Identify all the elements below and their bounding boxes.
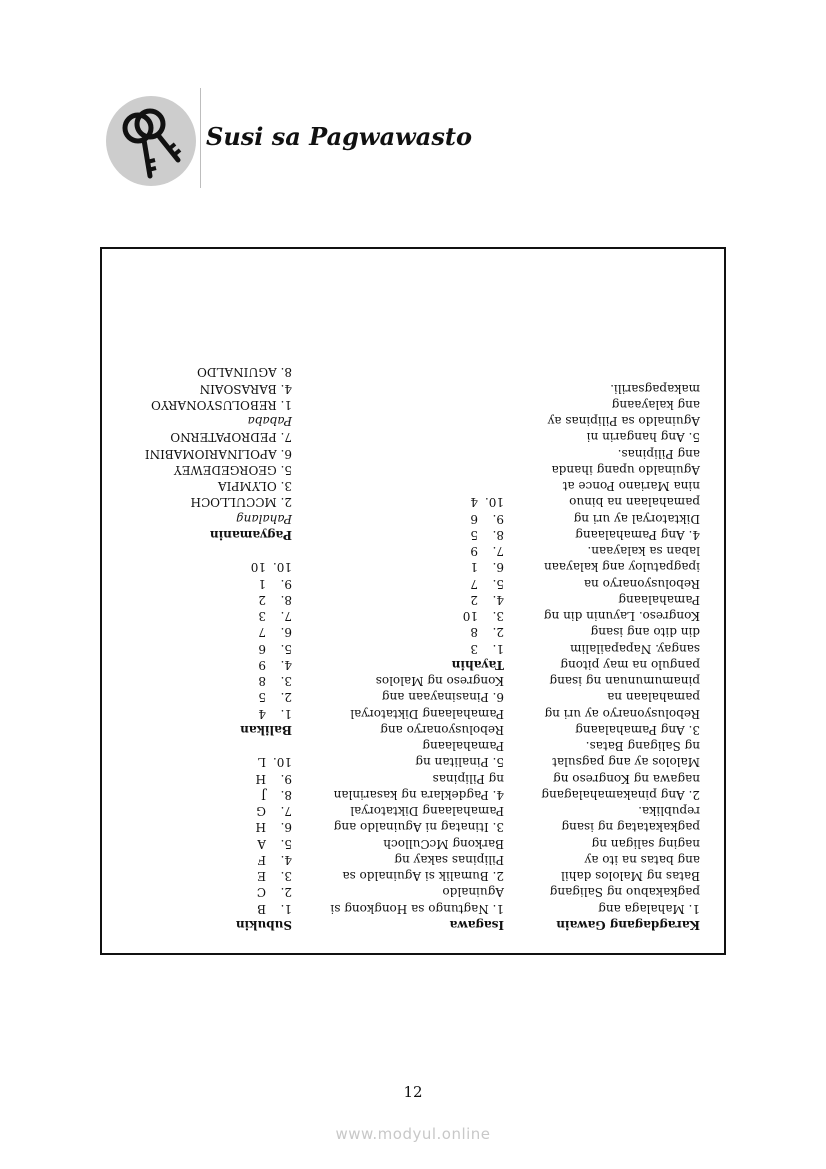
item-number: 8. [280, 593, 292, 607]
isagawa-line: Pamahalaang [422, 739, 504, 754]
karagdagang-gawain-line: Rebolusyonaryo ay uri ng [544, 706, 700, 721]
tayahin-item [330, 543, 504, 559]
tayahin-item [330, 608, 504, 624]
item-answer: 5 [258, 690, 266, 705]
item-number: 6. [280, 820, 292, 835]
karagdagang-gawain-line: pangulo na may pitong [560, 658, 700, 672]
karagdagang-gawain-line: Diktatoryal ay uri ng [573, 511, 700, 526]
tayahin-heading: Tayahin [451, 658, 504, 672]
item-number: 7. [492, 544, 504, 559]
subukin-item [145, 868, 292, 884]
item-number: 4. [280, 853, 292, 867]
isagawa-line: Rebolusyonaryo ang [380, 723, 504, 737]
isagawa-line: 2. Bumalik si Aguinaldo sa [342, 869, 504, 884]
karagdagang-gawain-line: Kongreso. Layunin din ng [543, 609, 700, 624]
pahalang-item: 6. APOLINARIOMABINI [144, 446, 292, 461]
isagawa-line: ng Pilipinas [432, 771, 504, 786]
karagdagang-gawain-line: pinamumunuan ng isang [549, 674, 700, 689]
pahalang-item: 5. GEORGEDEWEY [173, 463, 292, 477]
item-number: 2. [492, 625, 504, 640]
balikan-item [145, 657, 292, 673]
karagdagang-gawain-line: nina Mariano Ponce at [562, 479, 700, 494]
pahalang-heading: Pahalang [236, 511, 292, 526]
item-answer: 3 [470, 641, 478, 656]
item-answer: 4 [258, 706, 266, 721]
item-number: 10. [272, 560, 292, 575]
item-answer: E [257, 869, 266, 884]
item-answer: 8 [258, 674, 266, 689]
item-answer: 9 [470, 544, 478, 559]
pahalang-item: 2. MCCULLOCH [190, 495, 292, 510]
item-number: 10. [272, 755, 292, 770]
karagdagang-gawain-line: Aguinaldo upang ihanda [551, 463, 700, 477]
item-answer: 8 [470, 625, 478, 640]
item-answer: H [255, 771, 266, 786]
balikan-item [145, 641, 292, 657]
balikan-item [145, 576, 292, 592]
page-title: Susi sa Pagwawasto [206, 122, 472, 151]
item-number: 7. [280, 804, 292, 819]
isagawa-line: Pamahalaang Diktatoryal [350, 804, 504, 819]
balikan-item [145, 592, 292, 608]
subukin-item [145, 884, 292, 900]
isagawa-line: 3. Itinatag ni Aguinaldo ang [333, 820, 504, 835]
karagdagang-gawain-line: ang Pilipinas. [617, 446, 700, 461]
item-answer: 2 [258, 593, 266, 607]
item-number: 5. [280, 641, 292, 656]
karagdagang-gawain-line: nagawa ng Kongreso ng [553, 771, 700, 786]
pababa-item: 4. BARASOAIN [199, 381, 292, 396]
isagawa-line: Pilipinas sakay ng [394, 853, 504, 867]
karagdagang-gawain-line: sangay. Napapailalim [570, 641, 700, 656]
item-number: 2. [280, 885, 292, 900]
item-answer: 5 [470, 528, 478, 542]
karagdagang-gawain-column [541, 381, 700, 934]
item-answer: 7 [258, 625, 266, 640]
tayahin-item [330, 494, 504, 510]
answer-key-box [100, 247, 726, 955]
pagyamanin-heading: Pagyamanin [209, 528, 292, 542]
item-number: 4. [492, 593, 504, 607]
tayahin-item [330, 641, 504, 657]
item-number: 9. [280, 771, 292, 786]
pahalang-item: 7. PEDROPATERNO [170, 430, 292, 445]
subukin-item [145, 819, 292, 835]
item-number: 6. [492, 560, 504, 575]
item-number: 4. [280, 658, 292, 672]
answer-key-content [102, 249, 724, 953]
item-answer: 6 [470, 511, 478, 526]
item-number: 5. [280, 836, 292, 851]
balikan-heading: Balikan [240, 723, 292, 737]
item-number: 3. [280, 869, 292, 884]
item-number: 9. [280, 576, 292, 591]
karagdagang-gawain-line: 5. Ang hangarin ni [586, 430, 700, 445]
karagdagang-gawain-line: republika. [638, 804, 700, 819]
karagdagang-gawain-line: laban sa kalayaan. [587, 544, 700, 559]
item-answer: 4 [470, 495, 478, 510]
balikan-item [145, 689, 292, 705]
karagdagang-gawain-line: ang kalayaang [611, 398, 700, 412]
item-number: 1. [280, 901, 292, 916]
karagdagang-gawain-line: naging saligan ng [591, 836, 700, 851]
isagawa-line: Pamahalaang Diktatoryal [350, 706, 504, 721]
pahalang-item: 3. OLYMPIA [218, 479, 292, 494]
tayahin-item [330, 559, 504, 575]
item-number: 1. [492, 641, 504, 656]
item-answer: 3 [258, 609, 266, 624]
karagdagang-gawain-line: Rebolusyonaryo na [583, 576, 700, 591]
pababa-item: 8. AGUINALDO [197, 365, 292, 380]
item-answer: A [257, 836, 266, 851]
karagdagang-gawain-heading: Karagdagang Gawain [556, 918, 700, 932]
item-answer: G [256, 804, 266, 819]
item-answer: 10 [462, 609, 478, 624]
karagdagang-gawain-line: pagkakatatag ng isang [561, 820, 700, 835]
item-answer: L [258, 755, 266, 770]
page-number: 12 [403, 1083, 423, 1101]
spacer [145, 738, 292, 754]
karagdagang-gawain-line: ng Saligang Batas. [585, 739, 700, 754]
item-number: 7. [280, 609, 292, 624]
item-number: 8. [492, 528, 504, 542]
isagawa-line: 4. Pagdeklara ng kasarinlan [333, 788, 504, 802]
item-number: 8. [280, 788, 292, 802]
tayahin-item [330, 592, 504, 608]
isagawa-line: 6. Pinasinayaan ang [381, 690, 504, 705]
item-number: 6. [280, 625, 292, 640]
item-number: 2. [280, 690, 292, 705]
item-answer: H [255, 820, 266, 835]
karagdagang-gawain-line: 3. Ang Pamahalaang [575, 723, 700, 737]
subukin-item [145, 836, 292, 852]
karagdagang-gawain-line: Batas ng Malolos dahil [561, 869, 700, 884]
isagawa-line: Aguinaldo [442, 885, 504, 900]
subukin-item [145, 803, 292, 819]
balikan-item [145, 559, 292, 575]
item-answer: J [261, 788, 266, 802]
isagawa-line: Barkong McCulloch [383, 836, 504, 851]
karagdagang-gawain-line: 1. Mahalaga ang [598, 901, 700, 916]
karagdagang-gawain-line: makapagsarili. [610, 381, 700, 396]
isagawa-line: Kongreso ng Malolos [375, 674, 504, 689]
balikan-item [145, 608, 292, 624]
balikan-item [145, 624, 292, 640]
karagdagang-gawain-line: pagkakabuo ng Saligang [549, 885, 700, 900]
item-number: 3. [492, 609, 504, 624]
isagawa-heading: Isagawa [449, 918, 504, 932]
item-answer: 6 [258, 641, 266, 656]
item-number: 10. [484, 495, 504, 510]
subukin-heading: Subukin [235, 918, 292, 932]
karagdagang-gawain-line: pamahalaan na [607, 690, 700, 705]
pababa-heading: Pababa [247, 414, 292, 429]
item-answer: F [257, 853, 266, 867]
isagawa-tayahin-column [330, 494, 504, 933]
pababa-item: 1. REBOLUSYONARYO [151, 398, 292, 412]
tayahin-item [330, 624, 504, 640]
item-number: 9. [492, 511, 504, 526]
item-answer: 9 [258, 658, 266, 672]
item-number: 3. [280, 674, 292, 689]
tayahin-item [330, 527, 504, 543]
karagdagang-gawain-line: Malolos ay ang pagsulat [552, 755, 700, 770]
karagdagang-gawain-line: ang batas na ito ay [584, 853, 700, 867]
karagdagang-gawain-line: pamahalaan na binuo [569, 495, 700, 510]
subukin-balikan-pagyamanin-column [145, 364, 292, 933]
item-answer: 1 [470, 560, 478, 575]
subukin-item [145, 771, 292, 787]
tayahin-item [330, 511, 504, 527]
item-answer: 2 [470, 593, 478, 607]
subukin-item [145, 787, 292, 803]
isagawa-line: 5. Pinalitan ng [415, 755, 504, 770]
karagdagang-gawain-line: 2. Ang pinakamahalagang [541, 788, 700, 802]
subukin-item [145, 901, 292, 917]
karagdagang-gawain-line: Pamahalaang [618, 593, 700, 607]
item-answer: 7 [470, 576, 478, 591]
keys-icon [106, 96, 196, 186]
isagawa-line: 1. Nagtungo sa Hongkong si [330, 901, 504, 916]
item-number: 5. [492, 576, 504, 591]
item-number: 1. [280, 706, 292, 721]
karagdagang-gawain-line: ipagpatuloy ang kalayaan [543, 560, 700, 575]
header-divider [200, 88, 201, 188]
item-answer: B [257, 901, 266, 916]
spacer [145, 543, 292, 559]
item-answer: 10 [250, 560, 266, 575]
subukin-item [145, 754, 292, 770]
karagdagang-gawain-line: 4. Ang Pamahalaang [575, 528, 700, 542]
subukin-item [145, 852, 292, 868]
balikan-item [145, 673, 292, 689]
balikan-item [145, 706, 292, 722]
karagdagang-gawain-line: Aguinaldo sa Pilipinas ay [547, 414, 700, 429]
tayahin-item [330, 576, 504, 592]
watermark: www.modyul.online [335, 1125, 491, 1143]
item-answer: C [256, 885, 266, 900]
karagdagang-gawain-line: din dito ang isang [590, 625, 700, 640]
item-answer: 1 [258, 576, 266, 591]
